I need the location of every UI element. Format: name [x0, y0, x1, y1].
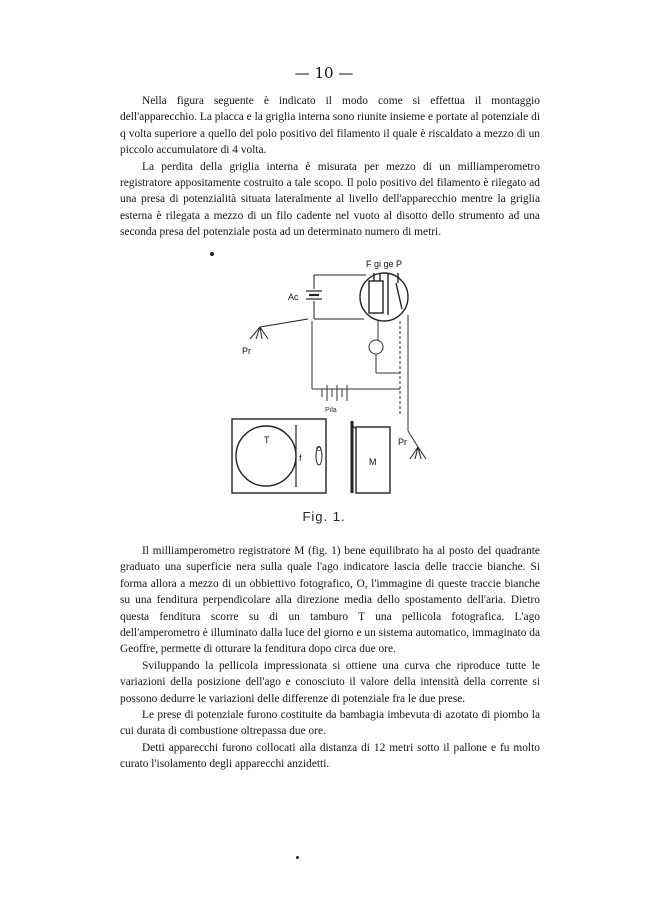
label-slit: f [299, 453, 302, 463]
label-drum: T [264, 435, 270, 445]
ink-dot [210, 252, 214, 256]
label-probe-right: Pr [398, 437, 407, 447]
label-probe-left: Pr [242, 346, 251, 356]
label-battery: Pila [325, 407, 337, 414]
paragraph: Sviluppando la pellicola impressionata si ottiene una curva che riproduce tutte le variazioni della posizione dell'ago e conosciuto il valore della intensità della corrente si possono dedurre le variazioni delle differenze di potenziale fra le due prese. [120, 659, 540, 705]
label-accumulator: Ac [288, 292, 299, 302]
label-lens: O [316, 446, 322, 453]
label-electrodes: F gi ge P [366, 259, 403, 269]
paragraph: Detti apparecchi furono collocati alla distanza di 12 metri sotto il pallone e fu molto curato l'isolamento degli apparecchi anzidetti. [120, 741, 540, 771]
label-meter: M [369, 457, 377, 467]
circuit-diagram [228, 255, 440, 505]
page-number: — 10 — [294, 64, 354, 82]
paragraph: Le prese di potenziale furono costituite da bambagia imbevuta di azotato di piombo la cui durata di combustione oltrepassa due ore. [120, 709, 540, 738]
right-potential-probe [410, 447, 426, 459]
electrometer-tube [360, 273, 408, 321]
paragraph: Il milliamperometro registratore M (fig. 1) bene equilibrato ha al posto del quadrante graduato una superficie nera sulla quale l'ago indicatore lascia delle traccie bianche. Si forma allora a mezzo di un obbiettivo fotografico, O, l'immagine di queste traccie bianche su una fenditura perpendicolare alla direzione media dello spostamento dell'aria. Dietro questa fenditura scorre su di un tamburo T una pellicola fotografica. L'ago dell'amperometro è illuminato dalla luce del giorno e un sistema automatico, immaginato da Geoffre, permette di otturare la fenditura dopo circa due ore. [120, 545, 540, 656]
text-block-bottom [120, 543, 540, 773]
recording-drum [232, 419, 326, 493]
paragraph: Nella figura seguente è indicato il modo come si effettua il montaggio dell'apparecchio. La placca e la griglia interna sono riunite insieme e portate al potenziale di q volta superiore a quello del polo positivo del filamento il quale è riscaldato a mezzo di un piccolo accumulatore di 4 volta. [120, 95, 540, 157]
accumulator-symbol [306, 275, 366, 319]
battery-pila [322, 385, 347, 401]
figure-caption: Fig. 1. [302, 509, 346, 524]
text-block-top [120, 93, 540, 241]
paragraph: La perdita della griglia interna è misurata per mezzo di un milliamperometro registratore appositamente costruito a tale scopo. Il polo positivo del filamento è rilegato ad una presa di potenzialità situata lateralmente al livello dell'apparecchio mentre la griglia esterna è rilegata a mezzo di un filo cadente nel vuoto al disotto dello strumento ad una seconda presa del potenziale posta ad un determinato numero di metri. [120, 160, 540, 239]
left-potential-probe [250, 319, 308, 339]
circuit-drawing [228, 255, 440, 505]
ink-dot [296, 856, 299, 859]
